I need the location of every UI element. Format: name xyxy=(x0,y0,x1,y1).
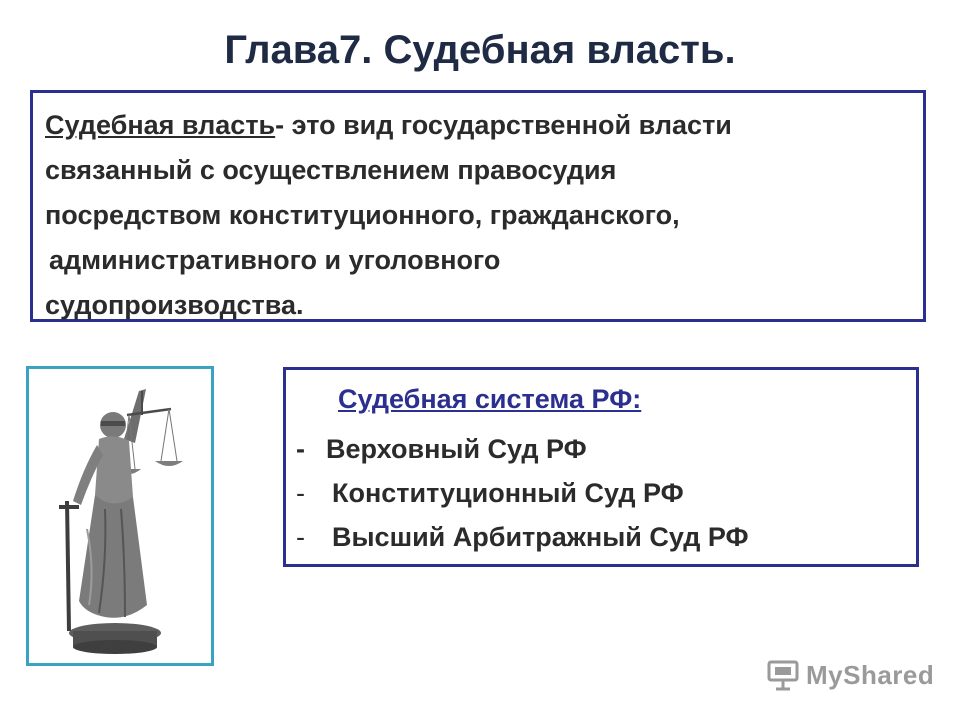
list-item-label: Верховный Суд РФ xyxy=(326,434,587,464)
list-dash: - xyxy=(296,434,305,464)
statue-image-frame xyxy=(26,366,214,666)
list-item-label: Конституционный Суд РФ xyxy=(332,478,684,508)
slide-title: Глава7. Судебная власть. xyxy=(224,28,736,72)
definition-line-1 xyxy=(45,103,913,148)
judicial-system-heading: Судебная система РФ: xyxy=(338,384,642,414)
list-dash: - xyxy=(296,478,305,508)
presentation-board-icon xyxy=(766,658,800,692)
watermark-text: MyShared xyxy=(806,659,935,690)
list-item xyxy=(296,522,749,553)
definition-term: Судебная власть xyxy=(45,110,276,140)
definition-line-2: связанный с осуществлением правосудия xyxy=(45,155,617,185)
list-item xyxy=(296,434,587,465)
definition-line-1-rest: - это вид государственной власти xyxy=(275,110,732,140)
definition-box xyxy=(30,90,926,322)
definition-line-3: посредством конституционного, гражданского, xyxy=(45,200,680,230)
watermark xyxy=(766,655,934,695)
definition-line-5: судопроизводства. xyxy=(45,290,304,320)
list-dash: - xyxy=(296,522,305,552)
definition-line-4: административного и уголовного xyxy=(49,245,501,275)
list-item xyxy=(296,478,684,509)
judicial-system-box xyxy=(283,367,919,567)
lady-justice-statue-icon xyxy=(29,369,211,663)
list-item-label: Высший Арбитражный Суд РФ xyxy=(332,522,749,552)
